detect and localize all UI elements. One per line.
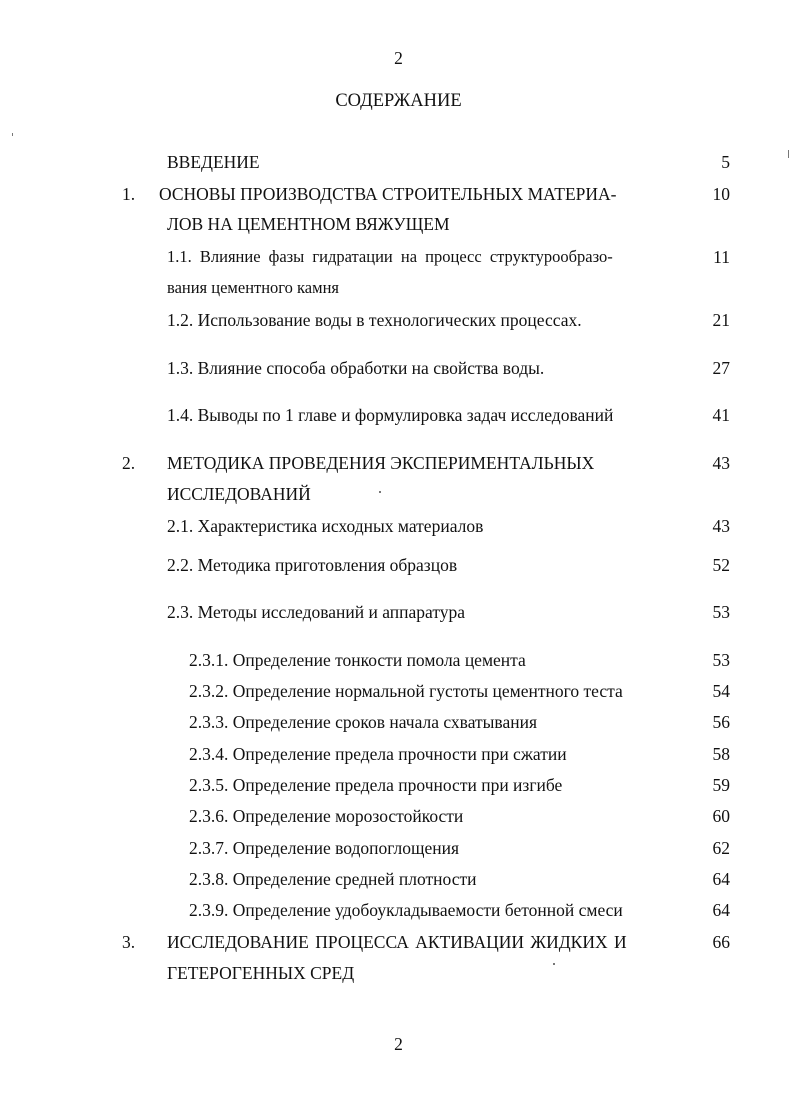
toc-entry-page: 66	[712, 932, 730, 952]
toc-entry-text: 2.3. Методы исследований и аппаратура	[167, 602, 466, 622]
toc-entry-text: 1.3. Влияние способа обработки на свойства воды.	[167, 358, 545, 378]
toc-entry-page: 58	[712, 744, 730, 764]
toc-entry-text: ВВЕДЕНИЕ	[167, 152, 260, 172]
toc-entry-text: ИССЛЕДОВАНИЙ	[167, 484, 311, 504]
toc-entry-text: ОСНОВЫ ПРОИЗВОДСТВА СТРОИТЕЛЬНЫХ МАТЕРИА-	[159, 184, 617, 204]
toc-entry-page: 43	[712, 516, 730, 536]
page-number-top: 2	[394, 48, 403, 68]
toc-entry-page: 41	[712, 405, 730, 425]
toc-entry-text: ГЕТЕРОГЕННЫХ СРЕД	[167, 963, 355, 983]
toc-entry-text: 2.3.9. Определение удобоукладываемости бетонной смеси	[189, 900, 623, 920]
toc-entry-page: 62	[712, 838, 730, 858]
toc-title: СОДЕРЖАНИЕ	[335, 91, 462, 111]
toc-entry-number: 3.	[122, 932, 136, 952]
toc-entry-page: 64	[712, 900, 730, 920]
toc-entry-page: 52	[712, 555, 730, 575]
toc-entry-page: 11	[713, 247, 730, 267]
toc-entry-page: 10	[712, 184, 730, 204]
toc-entry-page: 64	[712, 869, 730, 889]
toc-entry-text: 1.1. Влияние фазы гидратации на процесс структурообразо-	[167, 247, 613, 266]
toc-entry-page: 27	[712, 358, 730, 378]
toc-entry-text: 2.3.2. Определение нормальной густоты цементного теста	[189, 681, 623, 701]
toc-entry-text: 2.3.1. Определение тонкости помола цемента	[189, 650, 526, 670]
toc-entry-text: 2.3.7. Определение водопоглощения	[189, 838, 460, 858]
toc-entry-page: 53	[712, 602, 730, 622]
page-number-bottom: 2	[394, 1034, 403, 1054]
toc-entry-text: ИССЛЕДОВАНИЕ ПРОЦЕССА АКТИВАЦИИ ЖИДКИХ И	[167, 932, 627, 952]
scan-speck	[788, 150, 789, 158]
toc-entry-text: 2.3.6. Определение морозостойкости	[189, 806, 464, 826]
toc-entry-page: 43	[712, 453, 730, 473]
toc-entry-page: 59	[712, 775, 730, 795]
toc-entry-page: 56	[712, 712, 730, 732]
toc-entry-text: вания цементного камня	[167, 278, 339, 297]
toc-entry-page: 60	[712, 806, 730, 826]
scan-speck	[379, 491, 381, 493]
toc-entry-text: 1.2. Использование воды в технологических процессах.	[167, 310, 582, 330]
toc-entry-text: 2.3.8. Определение средней плотности	[189, 869, 477, 889]
toc-entry-page: 53	[712, 650, 730, 670]
scan-speck	[12, 133, 13, 136]
toc-entry-number: 2.	[122, 453, 136, 473]
scan-speck	[553, 963, 555, 965]
toc-entry-text: ЛОВ НА ЦЕМЕНТНОМ ВЯЖУЩЕМ	[167, 214, 450, 234]
toc-entry-number: 1.	[122, 184, 136, 204]
toc-entry-text: 2.1. Характеристика исходных материалов	[167, 516, 484, 536]
toc-entry-page: 21	[712, 310, 730, 330]
toc-entry-text: 2.2. Методика приготовления образцов	[167, 555, 458, 575]
toc-entry-page: 54	[712, 681, 730, 701]
toc-entry-text: 2.3.4. Определение предела прочности при сжатии	[189, 744, 567, 764]
toc-entry-text: МЕТОДИКА ПРОВЕДЕНИЯ ЭКСПЕРИМЕНТАЛЬНЫХ	[167, 453, 595, 473]
toc-entry-text: 2.3.5. Определение предела прочности при изгибе	[189, 775, 563, 795]
toc-entry-text: 1.4. Выводы по 1 главе и формулировка задач исследований	[167, 405, 614, 425]
toc-entry-page: 5	[721, 152, 730, 172]
toc-entry-text: 2.3.3. Определение сроков начала схватывания	[189, 712, 538, 732]
